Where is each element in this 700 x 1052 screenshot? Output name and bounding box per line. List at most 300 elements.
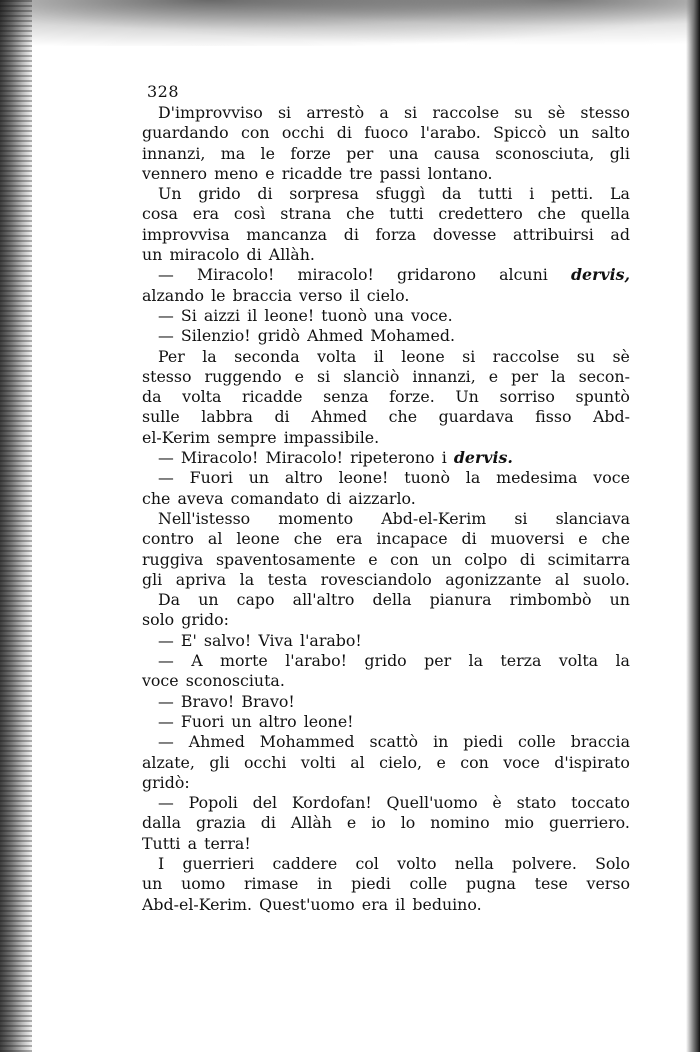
word: stato bbox=[516, 793, 557, 813]
word: rimbombò bbox=[509, 590, 592, 610]
word: Un bbox=[455, 387, 479, 407]
text-line bbox=[142, 286, 630, 306]
word: col bbox=[355, 853, 379, 873]
word: tre bbox=[349, 163, 373, 183]
word: — bbox=[158, 305, 174, 325]
text-line bbox=[142, 610, 630, 630]
word: per bbox=[424, 651, 452, 671]
word: Nell'istesso bbox=[158, 508, 251, 528]
word: si bbox=[462, 346, 476, 366]
word: ripeterono bbox=[350, 448, 435, 468]
word: era bbox=[192, 204, 220, 224]
word: in bbox=[317, 874, 333, 894]
word: sorriso bbox=[499, 387, 555, 407]
word: a bbox=[379, 103, 389, 122]
word: innanzi, bbox=[142, 143, 206, 163]
word: all'altro bbox=[292, 590, 355, 610]
word: voce bbox=[142, 671, 179, 691]
word: suolo. bbox=[582, 569, 630, 589]
word: contro bbox=[142, 529, 194, 549]
word: stesso bbox=[580, 103, 630, 122]
word: si bbox=[403, 103, 418, 122]
word: caddere bbox=[272, 853, 338, 873]
word: — bbox=[158, 793, 174, 813]
text-line bbox=[142, 468, 630, 488]
word: fuoco bbox=[364, 123, 409, 143]
word: meno bbox=[214, 163, 259, 183]
word: Viva bbox=[258, 630, 293, 650]
word: alzando bbox=[142, 285, 205, 305]
word: forza bbox=[375, 224, 417, 244]
word: sè bbox=[612, 346, 630, 366]
word: Silenzio! bbox=[180, 326, 251, 346]
word: spuntò bbox=[575, 387, 630, 407]
word: seconda bbox=[234, 346, 300, 366]
word: nomino bbox=[430, 813, 490, 833]
text-line bbox=[142, 854, 630, 874]
word: grazia bbox=[195, 813, 246, 833]
word: una bbox=[374, 305, 404, 325]
word: del bbox=[252, 793, 278, 813]
word: D'improvviso bbox=[158, 103, 263, 122]
word: Quest'uomo bbox=[259, 894, 355, 914]
word: sempre bbox=[217, 427, 277, 447]
word: momento bbox=[278, 508, 354, 528]
word: dovesse bbox=[432, 224, 497, 244]
word: agonizzante bbox=[445, 569, 542, 589]
word: sulle bbox=[142, 407, 180, 427]
word: leone bbox=[236, 529, 280, 549]
word: terza bbox=[500, 651, 542, 671]
word: ruggendo bbox=[204, 366, 282, 386]
word: l'arabo. bbox=[420, 123, 481, 143]
word: nella bbox=[454, 853, 494, 873]
text-line bbox=[142, 306, 630, 326]
word: uomo bbox=[181, 874, 226, 894]
text-line bbox=[142, 712, 630, 732]
word: e bbox=[578, 529, 588, 549]
text-line bbox=[142, 387, 630, 407]
word: sè bbox=[547, 103, 566, 122]
word: innanzi, bbox=[412, 366, 476, 386]
word: — bbox=[158, 691, 174, 711]
word: con bbox=[240, 123, 270, 143]
word: e bbox=[488, 366, 499, 386]
word: A bbox=[191, 651, 203, 671]
text-line bbox=[142, 509, 630, 529]
word: voce. bbox=[411, 305, 453, 325]
word: sconosciuta. bbox=[185, 671, 285, 691]
word: tese bbox=[534, 874, 568, 894]
word: ricadde bbox=[242, 387, 303, 407]
word: Mohamed. bbox=[370, 326, 456, 346]
word: che bbox=[293, 529, 323, 549]
word: Miracolo! bbox=[180, 448, 259, 468]
word: al bbox=[350, 752, 365, 772]
word: per bbox=[346, 143, 374, 163]
word: in bbox=[433, 732, 449, 752]
word: gli bbox=[209, 752, 230, 772]
word: slanciò bbox=[343, 366, 400, 386]
text-line bbox=[142, 753, 630, 773]
text-line bbox=[142, 834, 630, 854]
word: è bbox=[492, 793, 502, 813]
word: Allàh bbox=[290, 813, 332, 833]
body-text bbox=[142, 103, 630, 915]
word: ad bbox=[610, 224, 630, 244]
word: sorpresa bbox=[289, 184, 359, 204]
word: il bbox=[395, 894, 406, 914]
word: senza bbox=[323, 387, 369, 407]
word: terra! bbox=[204, 833, 251, 853]
word: guerriero. bbox=[548, 813, 630, 833]
word: lo bbox=[400, 813, 416, 833]
word: di bbox=[461, 529, 477, 549]
word: — bbox=[158, 326, 174, 346]
text-line bbox=[142, 793, 630, 813]
word: altro bbox=[258, 711, 297, 731]
text-line bbox=[142, 489, 630, 509]
word: Kordofan! bbox=[291, 793, 372, 813]
text-line bbox=[142, 813, 630, 833]
word: alcuni bbox=[499, 265, 548, 285]
text-line bbox=[142, 164, 630, 184]
word: lontano. bbox=[427, 163, 493, 183]
word: Abd- bbox=[593, 407, 630, 427]
word: un bbox=[142, 245, 163, 265]
word: Popoli bbox=[188, 793, 238, 813]
word: petti. bbox=[551, 184, 594, 204]
word: braccia bbox=[570, 732, 630, 752]
word: arrestò bbox=[306, 103, 365, 122]
word: un bbox=[558, 123, 580, 143]
text-line bbox=[142, 651, 630, 671]
word: muoversi bbox=[490, 529, 565, 549]
text-line bbox=[142, 225, 630, 245]
text-line bbox=[142, 144, 630, 164]
word: Quell'uomo bbox=[386, 793, 478, 813]
word: Un bbox=[158, 184, 182, 204]
word: di bbox=[343, 224, 359, 244]
word: passi bbox=[379, 163, 421, 183]
word: gli bbox=[609, 143, 630, 163]
word: tuonò bbox=[321, 305, 368, 325]
word: — bbox=[158, 651, 174, 671]
word: forze bbox=[290, 143, 331, 163]
word: il bbox=[349, 285, 360, 305]
word: un bbox=[231, 711, 252, 731]
word: dervis. bbox=[453, 448, 513, 468]
word: — bbox=[158, 265, 174, 285]
word: comandato bbox=[230, 488, 319, 508]
word: — bbox=[158, 630, 174, 650]
word: e bbox=[368, 549, 378, 569]
word: al bbox=[554, 569, 570, 589]
word: e bbox=[265, 163, 275, 183]
word: Bravo! bbox=[180, 691, 235, 711]
word: cielo. bbox=[366, 285, 410, 305]
word: Si bbox=[180, 305, 197, 325]
word: Allàh. bbox=[268, 245, 315, 265]
word: che bbox=[142, 488, 171, 508]
word: gridarono bbox=[396, 265, 476, 285]
word: solo bbox=[142, 610, 175, 630]
text-line bbox=[142, 550, 630, 570]
word: Tutti bbox=[142, 833, 181, 853]
word: aizzarlo. bbox=[348, 488, 416, 508]
word: rovesciandolo bbox=[320, 569, 432, 589]
word: volta bbox=[182, 387, 222, 407]
word: alzate, bbox=[142, 752, 195, 772]
word: guardava bbox=[438, 407, 514, 427]
word: Ahmed bbox=[188, 732, 245, 752]
word: gli bbox=[142, 569, 163, 589]
word: Abd-el-Kerim bbox=[381, 508, 487, 528]
word: occhi bbox=[281, 123, 325, 143]
word: così bbox=[233, 204, 266, 224]
word: da bbox=[441, 184, 462, 204]
word: beduino. bbox=[412, 894, 482, 914]
word: un bbox=[609, 590, 630, 610]
word: I bbox=[158, 853, 165, 873]
word: della bbox=[372, 590, 412, 610]
word: leone! bbox=[303, 711, 354, 731]
word: la bbox=[468, 651, 484, 671]
word: era bbox=[336, 529, 363, 549]
word: un bbox=[431, 549, 452, 569]
word: sfuggì bbox=[375, 184, 426, 204]
scan-shadow-right bbox=[686, 0, 700, 1052]
text-line bbox=[142, 407, 630, 427]
word: colle bbox=[517, 732, 556, 752]
word: incapace bbox=[376, 529, 448, 549]
word: Ahmed bbox=[311, 407, 368, 427]
word: da bbox=[142, 387, 162, 407]
word: aveva bbox=[177, 488, 224, 508]
word: raccolse bbox=[432, 103, 500, 122]
word: l'arabo! bbox=[300, 630, 362, 650]
word: volta bbox=[317, 346, 357, 366]
text-line bbox=[142, 347, 630, 367]
word: Miracolo! bbox=[196, 265, 275, 285]
word: verso bbox=[586, 874, 630, 894]
word: braccia bbox=[232, 285, 292, 305]
word: Fuori bbox=[180, 711, 225, 731]
word: Solo bbox=[595, 853, 630, 873]
word: grido bbox=[364, 651, 407, 671]
word: — bbox=[158, 711, 174, 731]
word: colle bbox=[409, 874, 448, 894]
word: toccato bbox=[571, 793, 630, 813]
word: che bbox=[388, 407, 418, 427]
text-line bbox=[142, 448, 630, 468]
word: ricadde bbox=[281, 163, 343, 183]
word: di bbox=[519, 549, 536, 569]
word: che bbox=[601, 529, 630, 549]
text-line bbox=[142, 895, 630, 915]
word: Bravo! bbox=[241, 691, 295, 711]
text-line bbox=[142, 103, 630, 123]
word: improvvisa bbox=[142, 224, 230, 244]
word: un bbox=[198, 590, 219, 610]
word: — bbox=[158, 468, 174, 488]
word: che bbox=[346, 204, 375, 224]
word: per bbox=[511, 366, 539, 386]
word: di bbox=[274, 407, 290, 427]
word: fisso bbox=[535, 407, 572, 427]
word: l'arabo! bbox=[285, 651, 347, 671]
word: miracolo bbox=[169, 245, 240, 265]
text-line bbox=[142, 570, 630, 590]
word: vennero bbox=[142, 163, 208, 183]
word: altro bbox=[284, 468, 323, 488]
scan-shadow-left bbox=[0, 0, 32, 1052]
word: polvere. bbox=[511, 853, 577, 873]
word: Ahmed bbox=[307, 326, 364, 346]
text-line bbox=[142, 631, 630, 651]
word: forze. bbox=[389, 387, 435, 407]
word: di bbox=[246, 245, 262, 265]
word: — bbox=[158, 732, 174, 752]
text-line bbox=[142, 428, 630, 448]
word: si bbox=[277, 103, 292, 122]
word: su bbox=[514, 103, 533, 122]
word: piedi bbox=[351, 874, 391, 894]
word: grido: bbox=[181, 610, 229, 630]
word: apriva bbox=[175, 569, 227, 589]
word: scattò bbox=[369, 732, 419, 752]
word: si bbox=[514, 508, 528, 528]
text-line bbox=[142, 874, 630, 894]
word: Da bbox=[158, 590, 181, 610]
word: cielo, bbox=[379, 752, 422, 772]
word: aizzi bbox=[203, 305, 241, 325]
word: un bbox=[142, 874, 163, 894]
word: sconosciuta, bbox=[495, 143, 595, 163]
word: spaventosamente bbox=[215, 549, 356, 569]
word: leone bbox=[401, 346, 445, 366]
word: salto bbox=[591, 123, 630, 143]
word: al bbox=[207, 529, 223, 549]
text-line bbox=[142, 326, 630, 346]
word: credettero bbox=[438, 204, 523, 224]
word: mancanza bbox=[246, 224, 328, 244]
word: testa bbox=[267, 569, 308, 589]
word: tutti bbox=[478, 184, 513, 204]
word: guerrieri bbox=[182, 853, 255, 873]
text-line bbox=[142, 265, 630, 285]
word: gridò bbox=[257, 326, 301, 346]
word: di bbox=[336, 123, 352, 143]
word: Spiccò bbox=[493, 123, 547, 143]
text-line bbox=[142, 590, 630, 610]
word: leone! bbox=[264, 305, 315, 325]
word: ruggiva bbox=[142, 549, 204, 569]
word: pianura bbox=[429, 590, 492, 610]
word: impassibile. bbox=[283, 427, 380, 447]
word: una bbox=[388, 143, 419, 163]
word: capo bbox=[236, 590, 275, 610]
word: un bbox=[248, 468, 270, 488]
word: piedi bbox=[463, 732, 503, 752]
word: la bbox=[551, 366, 566, 386]
word: salvo! bbox=[203, 630, 252, 650]
word: di bbox=[257, 184, 273, 204]
text-line bbox=[142, 529, 630, 549]
word: secon- bbox=[578, 366, 630, 386]
word: a bbox=[187, 833, 197, 853]
word: su bbox=[576, 346, 596, 366]
word: morte bbox=[220, 651, 268, 671]
word: strana bbox=[280, 204, 332, 224]
word: quella bbox=[580, 204, 630, 224]
word: cosa bbox=[142, 204, 178, 224]
word: el-Kerim bbox=[142, 427, 211, 447]
word: Mohammed bbox=[259, 732, 355, 752]
word: colpo bbox=[464, 549, 508, 569]
text-line bbox=[142, 204, 630, 224]
word: miracolo! bbox=[297, 265, 374, 285]
text-line bbox=[142, 773, 630, 793]
word: volti bbox=[300, 752, 336, 772]
text-line bbox=[142, 671, 630, 691]
word: voce bbox=[593, 468, 630, 488]
word: — bbox=[158, 448, 174, 468]
scan-shadow-top bbox=[0, 0, 700, 46]
word: leone! bbox=[338, 468, 389, 488]
word: la bbox=[202, 346, 217, 366]
word: mio bbox=[504, 813, 535, 833]
word: Per bbox=[158, 346, 185, 366]
word: il bbox=[247, 305, 258, 325]
word: di bbox=[326, 488, 342, 508]
word: tuonò bbox=[404, 468, 450, 488]
word: E' bbox=[180, 630, 197, 650]
word: si bbox=[317, 366, 331, 386]
word: causa bbox=[433, 143, 480, 163]
word: i bbox=[441, 448, 447, 468]
word: ma bbox=[220, 143, 246, 163]
word: e bbox=[294, 366, 304, 386]
word: di bbox=[260, 813, 276, 833]
word: slanciava bbox=[555, 508, 630, 528]
word: e bbox=[436, 752, 446, 772]
word: pugna bbox=[465, 874, 516, 894]
word: scimitarra bbox=[547, 549, 630, 569]
word: le bbox=[260, 143, 275, 163]
text-line bbox=[142, 692, 630, 712]
word: grido bbox=[198, 184, 241, 204]
word: guardando bbox=[142, 123, 229, 143]
word: la bbox=[465, 468, 481, 488]
word: le bbox=[211, 285, 226, 305]
word: Fuori bbox=[189, 468, 233, 488]
word: il bbox=[373, 346, 384, 366]
word: Miracolo! bbox=[265, 448, 343, 468]
page-number: 328 bbox=[147, 82, 180, 101]
word: volto bbox=[397, 853, 437, 873]
word: occhi bbox=[244, 752, 287, 772]
word: e bbox=[346, 813, 357, 833]
word: stesso bbox=[142, 366, 192, 386]
text-line bbox=[142, 732, 630, 752]
word: era bbox=[361, 894, 389, 914]
word: verso bbox=[299, 285, 343, 305]
word: La bbox=[610, 184, 630, 204]
word: che bbox=[537, 204, 566, 224]
word: io bbox=[371, 813, 386, 833]
word: volta bbox=[558, 651, 599, 671]
